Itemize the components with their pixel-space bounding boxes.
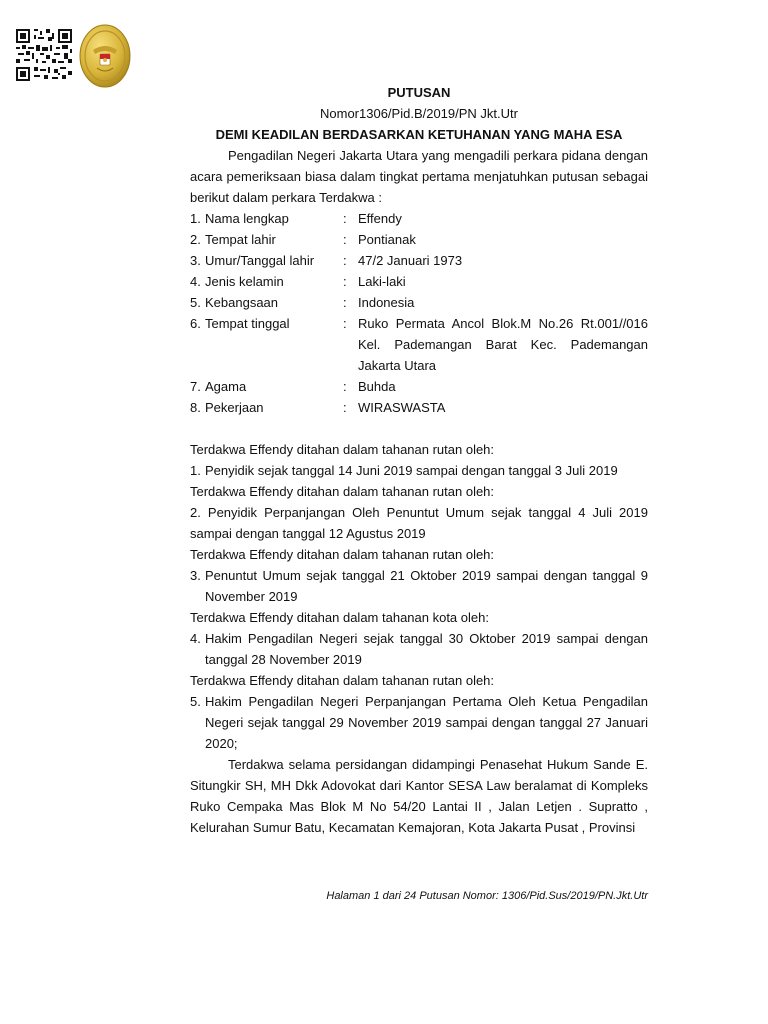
detention-number: 3. — [190, 568, 201, 583]
identity-row — [190, 271, 648, 292]
identity-value: Effendy — [358, 211, 402, 226]
qr-code-icon — [16, 29, 72, 81]
intro-paragraph: Pengadilan Negeri Jakarta Utara yang mengadili perkara pidana dengan acara pemeriksaan biasa dalam tingkat pertama menjatuhkan putusan sebagai berikut dalam perkara Terdakwa : — [190, 148, 648, 205]
identity-number: 6. — [190, 316, 201, 331]
identity-row — [190, 397, 648, 418]
identity-label: Tempat lahir — [205, 232, 276, 247]
detention-number: 2. — [190, 505, 201, 520]
identity-value: Laki-laki — [358, 274, 406, 289]
identity-colon: : — [343, 379, 347, 394]
detention-lead: Terdakwa Effendy ditahan dalam tahanan rutan oleh: — [190, 547, 495, 562]
identity-colon: : — [343, 316, 347, 331]
detention-lead: Terdakwa Effendy ditahan dalam tahanan rutan oleh: — [190, 484, 495, 499]
identity-colon: : — [343, 274, 347, 289]
identity-list — [190, 208, 648, 418]
identity-number: 2. — [190, 232, 201, 247]
identity-colon: : — [343, 253, 347, 268]
identity-colon: : — [343, 232, 347, 247]
detention-item — [190, 565, 648, 607]
court-seal-icon — [79, 24, 131, 88]
identity-label: Nama lengkap — [205, 211, 289, 226]
identity-number: 1. — [190, 211, 201, 226]
identity-colon: : — [343, 400, 347, 415]
detention-text — [190, 502, 648, 544]
identity-label: Kebangsaan — [205, 295, 279, 310]
identity-number: 7. — [190, 379, 201, 394]
identity-number: 8. — [190, 400, 201, 415]
identity-number: 5. — [190, 295, 201, 310]
detention-lead: Terdakwa Effendy ditahan dalam tahanan rutan oleh: — [190, 673, 495, 688]
identity-row — [190, 229, 648, 250]
identity-label: Jenis kelamin — [205, 274, 284, 289]
counsel-paragraph: Terdakwa selama persidangan didampingi Penasehat Hukum Sande E. Situngkir SH, MH Dkk Adovokat dari Kantor SESA Law beralamat di Kompleks Ruko Cempaka Mas Blok M No 54/20 Lantai II , Jalan Letjen . Supratto , Kelurahan Sumur Batu, Kecamatan Kemajoran, Kota Jakarta Pusat , Provinsi — [190, 757, 648, 835]
detention-item — [190, 502, 648, 544]
identity-label: Umur/Tanggal lahir — [205, 253, 315, 268]
identity-row — [190, 313, 648, 376]
identity-value: Indonesia — [358, 295, 415, 310]
identity-label: Tempat tinggal — [205, 316, 290, 331]
detention-number: 1. — [190, 463, 201, 478]
detention-item — [190, 691, 648, 754]
verdict-page — [190, 82, 648, 838]
identity-label: Agama — [205, 379, 247, 394]
identity-number: 3. — [190, 253, 201, 268]
detention-text: Penyidik sejak tanggal 14 Juni 2019 sampai dengan tanggal 3 Juli 2019 — [205, 463, 618, 478]
detention-number: 4. — [190, 631, 201, 646]
detention-lead: Terdakwa Effendy ditahan dalam tahanan kota oleh: — [190, 610, 489, 625]
identity-row — [190, 208, 648, 229]
identity-colon: : — [343, 211, 347, 226]
page-footer: Halaman 1 dari 24 Putusan Nomor: 1306/Pid.Sus/2019/PN.Jkt.Utr — [326, 890, 648, 902]
identity-row — [190, 292, 648, 313]
identity-number: 4. — [190, 274, 201, 289]
identity-row — [190, 376, 648, 397]
identity-value: Buhda — [358, 379, 396, 394]
detention-list — [190, 439, 648, 754]
identity-colon: : — [343, 295, 347, 310]
case-number: Nomor1306/Pid.B/2019/PN Jkt.Utr — [320, 106, 518, 121]
detention-text: Hakim Pengadilan Negeri sejak tanggal 30 Oktober 2019 sampai dengan tanggal 28 November 2019 — [205, 631, 648, 667]
document-title: PUTUSAN — [387, 85, 451, 100]
detention-text: Hakim Pengadilan Negeri Perpanjangan Pertama Oleh Ketua Pengadilan Negeri sejak tanggal 29 November 2019 sampai dengan tanggal 27 Januari 2020; — [205, 694, 648, 751]
identity-value: Pontianak — [358, 232, 416, 247]
detention-lead: Terdakwa Effendy ditahan dalam tahanan rutan oleh: — [190, 442, 495, 457]
detention-text-body: Penyidik Perpanjangan Oleh Penuntut Umum sejak tanggal 4 Juli 2019 sampai dengan tanggal 12 Agustus 2019 — [190, 505, 648, 541]
detention-item — [190, 628, 648, 670]
identity-value: Ruko Permata Ancol Blok.M No.26 Rt.001//016 Kel. Pademangan Barat Kec. Pademangan Jakarta Utara — [358, 316, 648, 373]
identity-value: 47/2 Januari 1973 — [358, 253, 463, 268]
detention-item — [190, 460, 648, 481]
identity-value: WIRASWASTA — [358, 400, 446, 415]
detention-number: 5. — [190, 694, 201, 709]
identity-label: Pekerjaan — [205, 400, 264, 415]
identity-row — [190, 250, 648, 271]
detention-text: Penuntut Umum sejak tanggal 21 Oktober 2019 sampai dengan tanggal 9 November 2019 — [205, 568, 648, 604]
justice-motto: DEMI KEADILAN BERDASARKAN KETUHANAN YANG MAHA ESA — [215, 127, 623, 142]
